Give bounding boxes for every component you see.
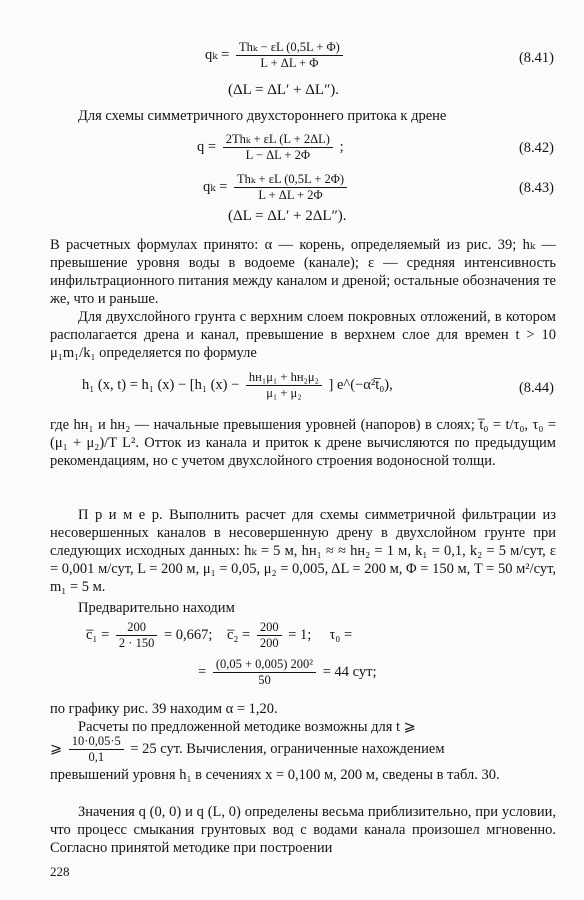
calculation-line	[86, 620, 352, 651]
fraction	[69, 734, 124, 765]
equation-lhs: qₖ =	[203, 178, 228, 195]
denominator: L + ΔL + 2Φ	[258, 188, 323, 202]
page-number: 228	[50, 864, 70, 879]
numerator: hн₁μ₁ + hн₂μ₂	[246, 370, 322, 386]
paragraph: по графику рис. 39 находим α = 1,20.	[50, 701, 278, 717]
c1-value: = 0,667;	[163, 626, 213, 643]
tau-label: τ₀ =	[329, 626, 353, 643]
denominator: L + ΔL + Φ	[260, 56, 319, 70]
paragraph: превышений уровня h₁ в сечениях x = 0,100 м, 200 м, сведены в табл. 30.	[50, 767, 500, 783]
paragraph: Для двухслойного грунта с верхним слоем покровных отложений, в котором располагается дрена и канал, превышение в верхнем слое для времен t > 10 μ₁m₁/k₁ определяется по формуле	[50, 309, 556, 361]
denominator: 200	[259, 636, 279, 650]
equation-lhs: q =	[197, 138, 217, 155]
denominator: 2 · 150	[118, 636, 155, 650]
equation-number: (8.41)	[518, 50, 554, 66]
equation-note: (ΔL = ΔL′ + 2ΔL″).	[228, 208, 347, 224]
equation-note: (ΔL = ΔL′ + ΔL″).	[228, 82, 340, 98]
fraction	[116, 620, 157, 651]
paragraph: В расчетных формулах принято: α — корень, определяемый из рис. 39; hₖ — превышение уровня воды в водоеме (канале); ε — средняя интенсивность инфильтрационного питания между каналом и дреной; остальные обозначения те же, что и раньше.	[50, 237, 556, 307]
equation-lhs: qₖ =	[205, 46, 230, 63]
denominator: L − ΔL + 2Φ	[245, 148, 310, 162]
equation-tail: ;	[339, 138, 344, 155]
fraction	[213, 657, 316, 688]
denominator: μ₁ + μ₂	[266, 386, 302, 400]
paragraph: Расчеты по предложенной методике возможны для t ⩾	[78, 719, 416, 735]
numerator: Thₖ − εL (0,5L + Φ)	[236, 40, 343, 56]
equation-8-44	[82, 370, 393, 401]
c2-label: c̅₂ =	[226, 626, 251, 643]
equation-8-42	[197, 132, 344, 163]
c2-value: = 1;	[288, 626, 312, 643]
paragraph: Для схемы симметричного двухстороннего притока к дрене	[78, 108, 447, 124]
fraction	[236, 40, 343, 71]
fraction	[223, 132, 333, 163]
equation-lhs: h₁ (x, t) = h₁ (x) − [h₁ (x) −	[82, 376, 240, 393]
condition-rest: = 25 сут. Вычисления, ограниченные нахождением	[130, 740, 445, 757]
numerator: Thₖ + εL (0,5L + 2Φ)	[234, 172, 347, 188]
equals-sign: =	[198, 663, 207, 680]
fraction	[234, 172, 347, 203]
paragraph: где hн₁ и hн₂ — начальные превышения уровней (напоров) в слоях; t̅₀ = t/τ₀, τ₀ = (μ₁ + μ₂)/T L². Отток из канала и приток к дрене вычисляются по предыдущим рекомендациям, но с учетом двухслойного строения водоносной толщи.	[50, 417, 556, 469]
equation-8-41	[205, 40, 346, 71]
denominator: 50	[258, 673, 271, 687]
numerator: 2Thₖ + εL (L + 2ΔL)	[223, 132, 333, 148]
fraction	[257, 620, 282, 651]
paragraph: Значения q (0, 0) и q (L, 0) определены весьма приблизительно, при условии, что процесс смыкания грунтовых вод с водами канала произошел мгновенно. Согласно принятой методике при построении	[50, 804, 556, 856]
denominator: 0,1	[88, 750, 105, 764]
equation-number: (8.43)	[518, 180, 554, 196]
equation-tail: ] e^(−α²t̅₀),	[328, 376, 393, 393]
tau-value: = 44 сут;	[322, 663, 377, 680]
numerator: 200	[257, 620, 282, 636]
example-paragraph: П р и м е р. Выполнить расчет для схемы симметричной фильтрации из несовершенных каналов в несовершенную дрену в двухслойном грунте при следующих исходных данных: hₖ = 5 м, hн₁ ≈ ≈ hн₂ = 1 м, k₁ = 0,1, k₂ = 5 м/сут, ε = 0,001 м/сут, L = 200 м, μ₁ = 0,05, μ₂ = 0,005, ΔL = 200 м, Φ = 150 м, T = 50 м²/сут, m₁ = 5 м.	[50, 507, 556, 595]
numerator: 200	[116, 620, 157, 636]
condition-line	[50, 734, 445, 765]
c1-label: c̅₁ =	[86, 626, 110, 643]
geq-sign: ⩾	[50, 740, 63, 757]
numerator: 10·0,05·5	[69, 734, 124, 750]
paragraph: Предварительно находим	[78, 600, 235, 616]
equation-8-43	[203, 172, 350, 203]
equation-number: (8.44)	[518, 380, 554, 396]
calculation-line	[198, 657, 376, 688]
equation-number: (8.42)	[518, 140, 554, 156]
fraction	[246, 370, 322, 401]
numerator: (0,05 + 0,005) 200²	[213, 657, 316, 673]
